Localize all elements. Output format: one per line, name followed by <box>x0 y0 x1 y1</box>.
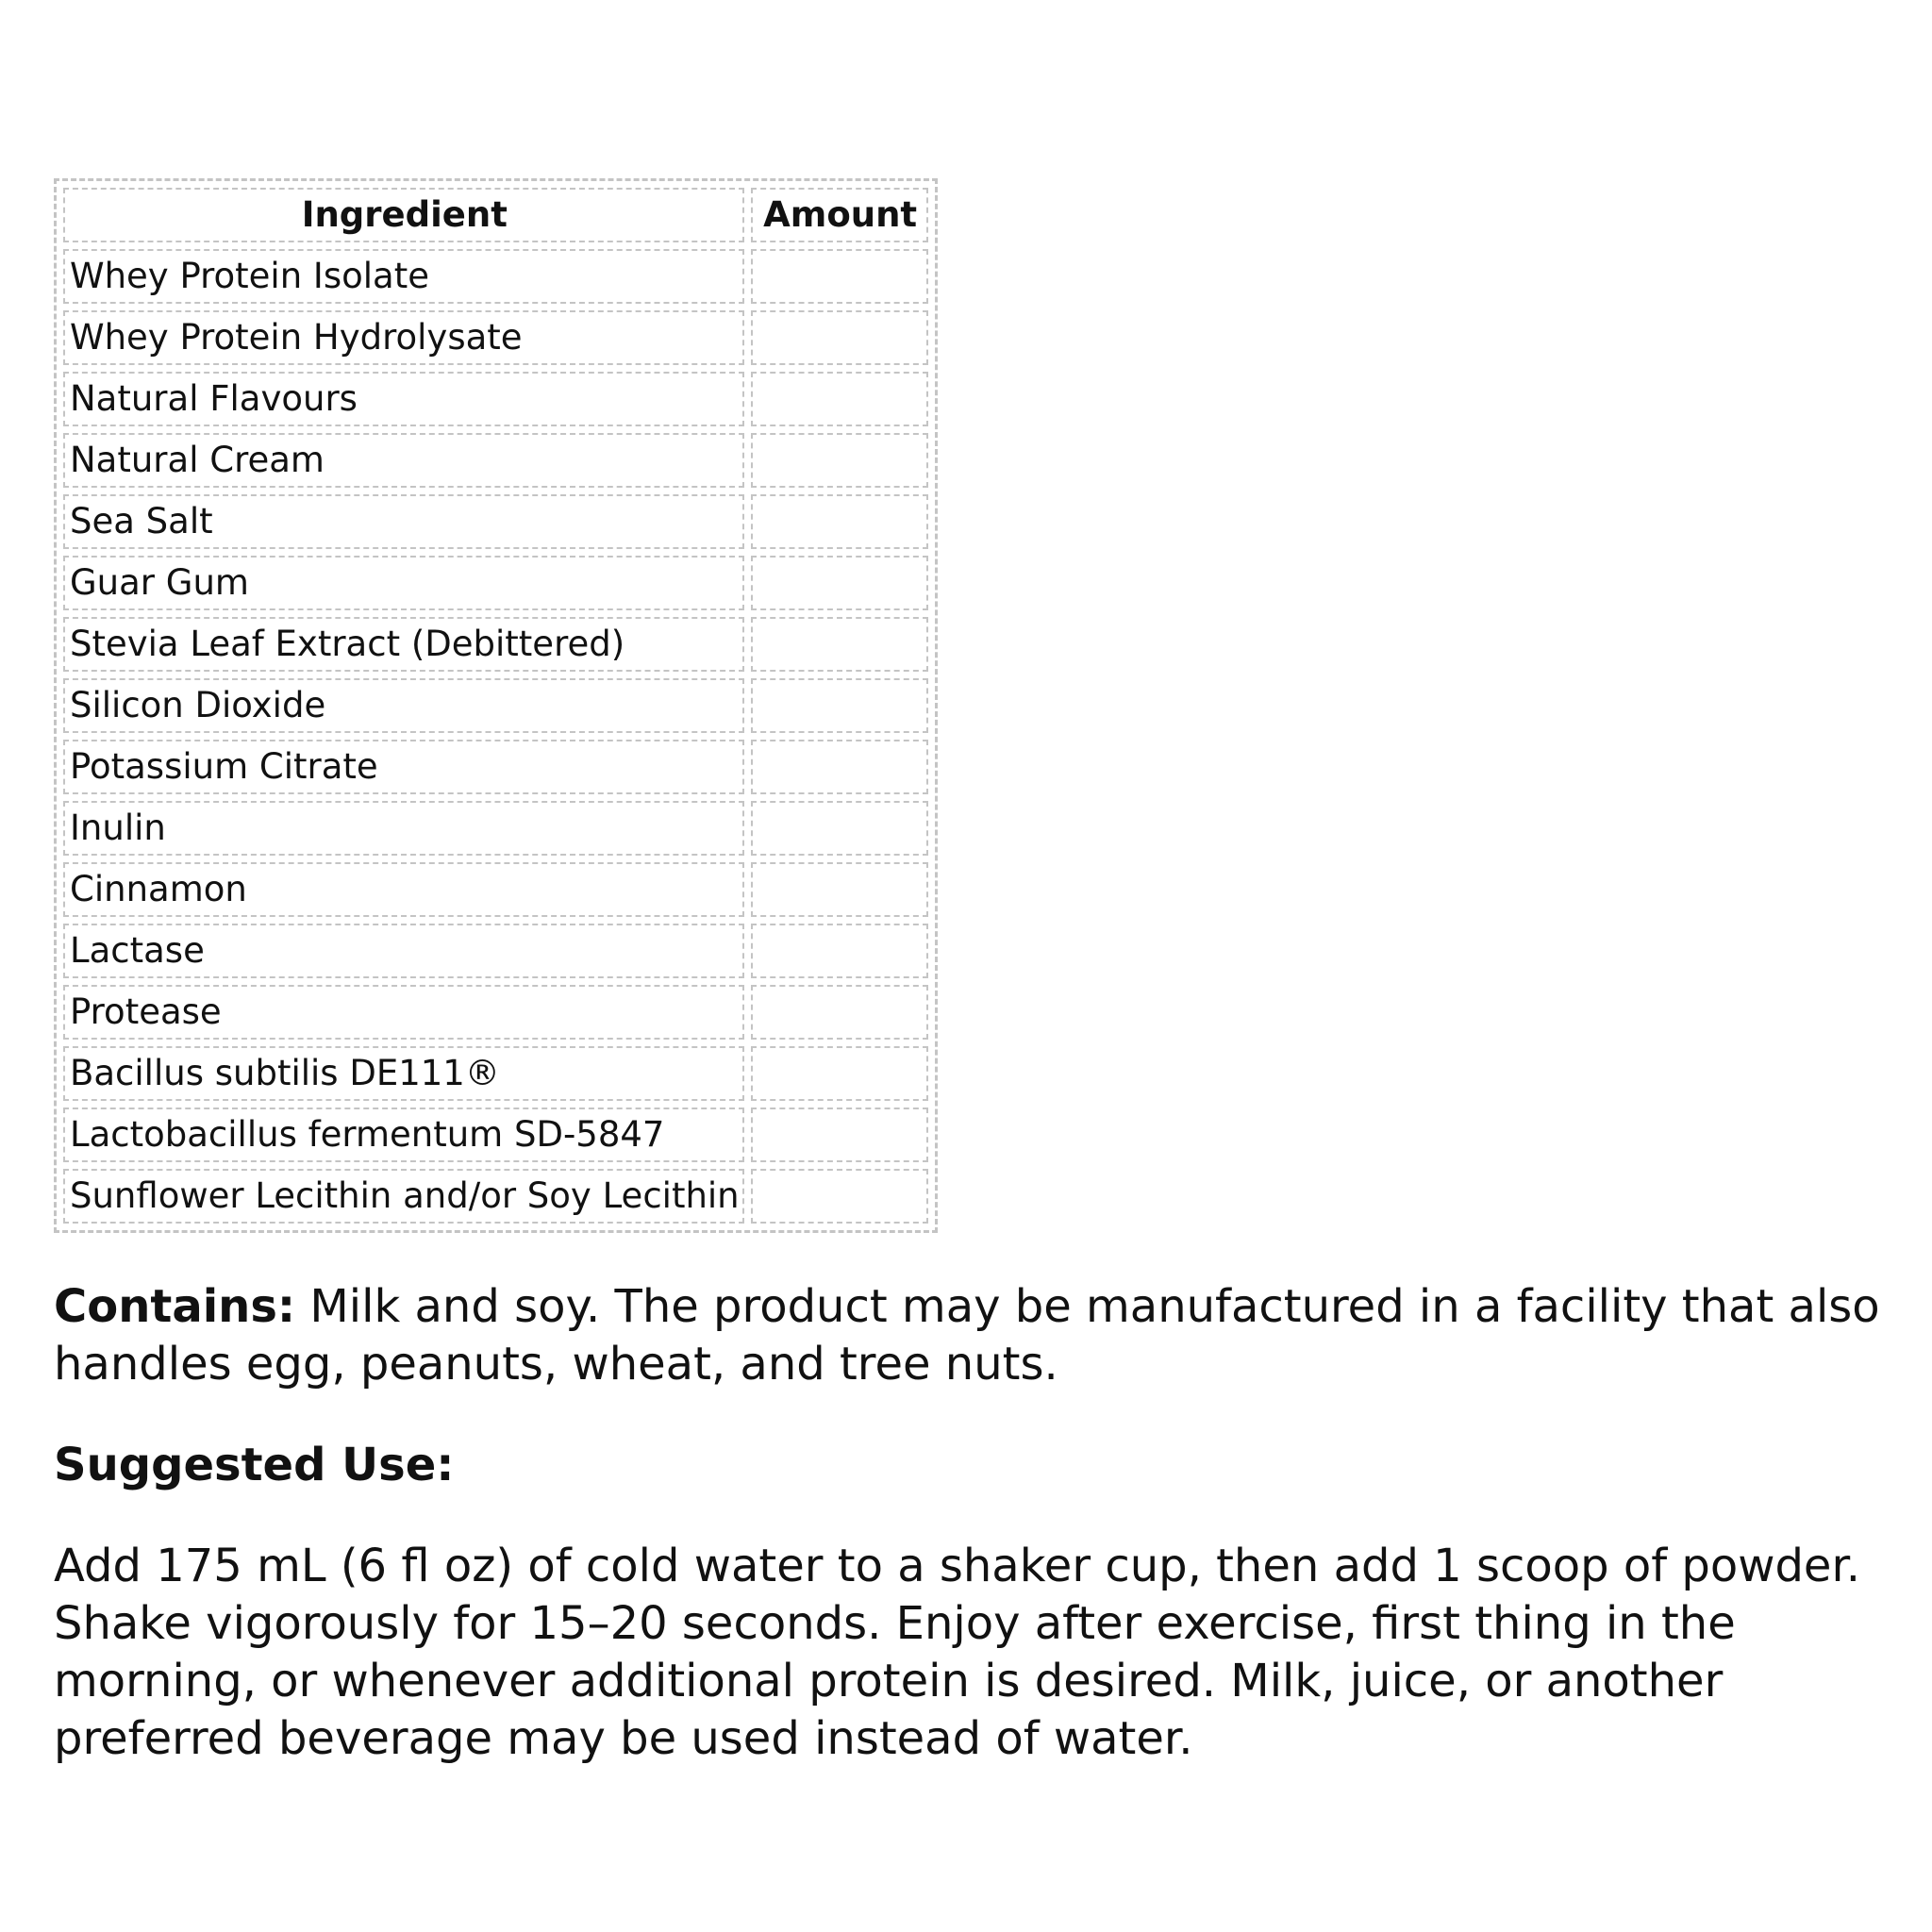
amount-cell <box>751 433 928 488</box>
ingredient-cell: Bacillus subtilis DE111® <box>63 1046 744 1101</box>
table-row <box>63 1046 928 1101</box>
amount-cell <box>751 494 928 549</box>
table-row <box>63 433 928 488</box>
amount-cell <box>751 740 928 794</box>
ingredient-cell: Inulin <box>63 801 744 856</box>
amount-cell <box>751 556 928 610</box>
contains-label: Contains: <box>54 1280 296 1333</box>
ingredient-cell: Natural Cream <box>63 433 744 488</box>
table-row <box>63 924 928 978</box>
ingredient-cell: Sunflower Lecithin and/or Soy Lecithin <box>63 1169 744 1224</box>
ingredient-cell: Cinnamon <box>63 862 744 917</box>
table-row <box>63 862 928 917</box>
table-row <box>63 249 928 304</box>
contains-statement <box>54 1278 1903 1393</box>
amount-cell <box>751 617 928 672</box>
table-row <box>63 985 928 1040</box>
table-row <box>63 740 928 794</box>
table-row <box>63 494 928 549</box>
column-header-ingredient: Ingredient <box>63 188 744 242</box>
amount-cell <box>751 1046 928 1101</box>
column-header-amount: Amount <box>751 188 928 242</box>
table-row <box>63 556 928 610</box>
ingredient-cell: Stevia Leaf Extract (Debittered) <box>63 617 744 672</box>
amount-cell <box>751 1169 928 1224</box>
amount-cell <box>751 924 928 978</box>
amount-cell <box>751 862 928 917</box>
ingredient-cell: Natural Flavours <box>63 372 744 426</box>
ingredient-cell: Potassium Citrate <box>63 740 744 794</box>
amount-cell <box>751 372 928 426</box>
table-row <box>63 1108 928 1162</box>
table-row <box>63 678 928 733</box>
ingredient-cell: Lactobacillus fermentum SD-5847 <box>63 1108 744 1162</box>
ingredient-cell: Whey Protein Isolate <box>63 249 744 304</box>
table-row <box>63 372 928 426</box>
ingredient-cell: Silicon Dioxide <box>63 678 744 733</box>
ingredient-cell: Sea Salt <box>63 494 744 549</box>
ingredients-table <box>54 178 938 1233</box>
ingredient-cell: Protease <box>63 985 744 1040</box>
table-row <box>63 617 928 672</box>
amount-cell <box>751 801 928 856</box>
ingredient-cell: Guar Gum <box>63 556 744 610</box>
document-content <box>54 178 1903 1768</box>
amount-cell <box>751 1108 928 1162</box>
table-row <box>63 1169 928 1224</box>
table-row <box>63 801 928 856</box>
suggested-use-heading: Suggested Use: <box>54 1439 455 1491</box>
amount-cell <box>751 985 928 1040</box>
amount-cell <box>751 310 928 365</box>
table-header-row <box>63 188 928 242</box>
table-row <box>63 310 928 365</box>
ingredient-cell: Whey Protein Hydrolysate <box>63 310 744 365</box>
suggested-use-text: Add 175 mL (6 fl oz) of cold water to a shaker cup, then add 1 scoop of powder. Shake vigorously for 15–20 seconds. Enjoy after exercise, first thing in the morning, or whenever additional protein is desired. Milk, juice, or another preferred beverage may be used instead of water. <box>54 1540 1861 1765</box>
amount-cell <box>751 678 928 733</box>
ingredient-cell: Lactase <box>63 924 744 978</box>
contains-text: Milk and soy. The product may be manufactured in a facility that also handles egg, peanuts, wheat, and tree nuts. <box>54 1280 1880 1391</box>
amount-cell <box>751 249 928 304</box>
